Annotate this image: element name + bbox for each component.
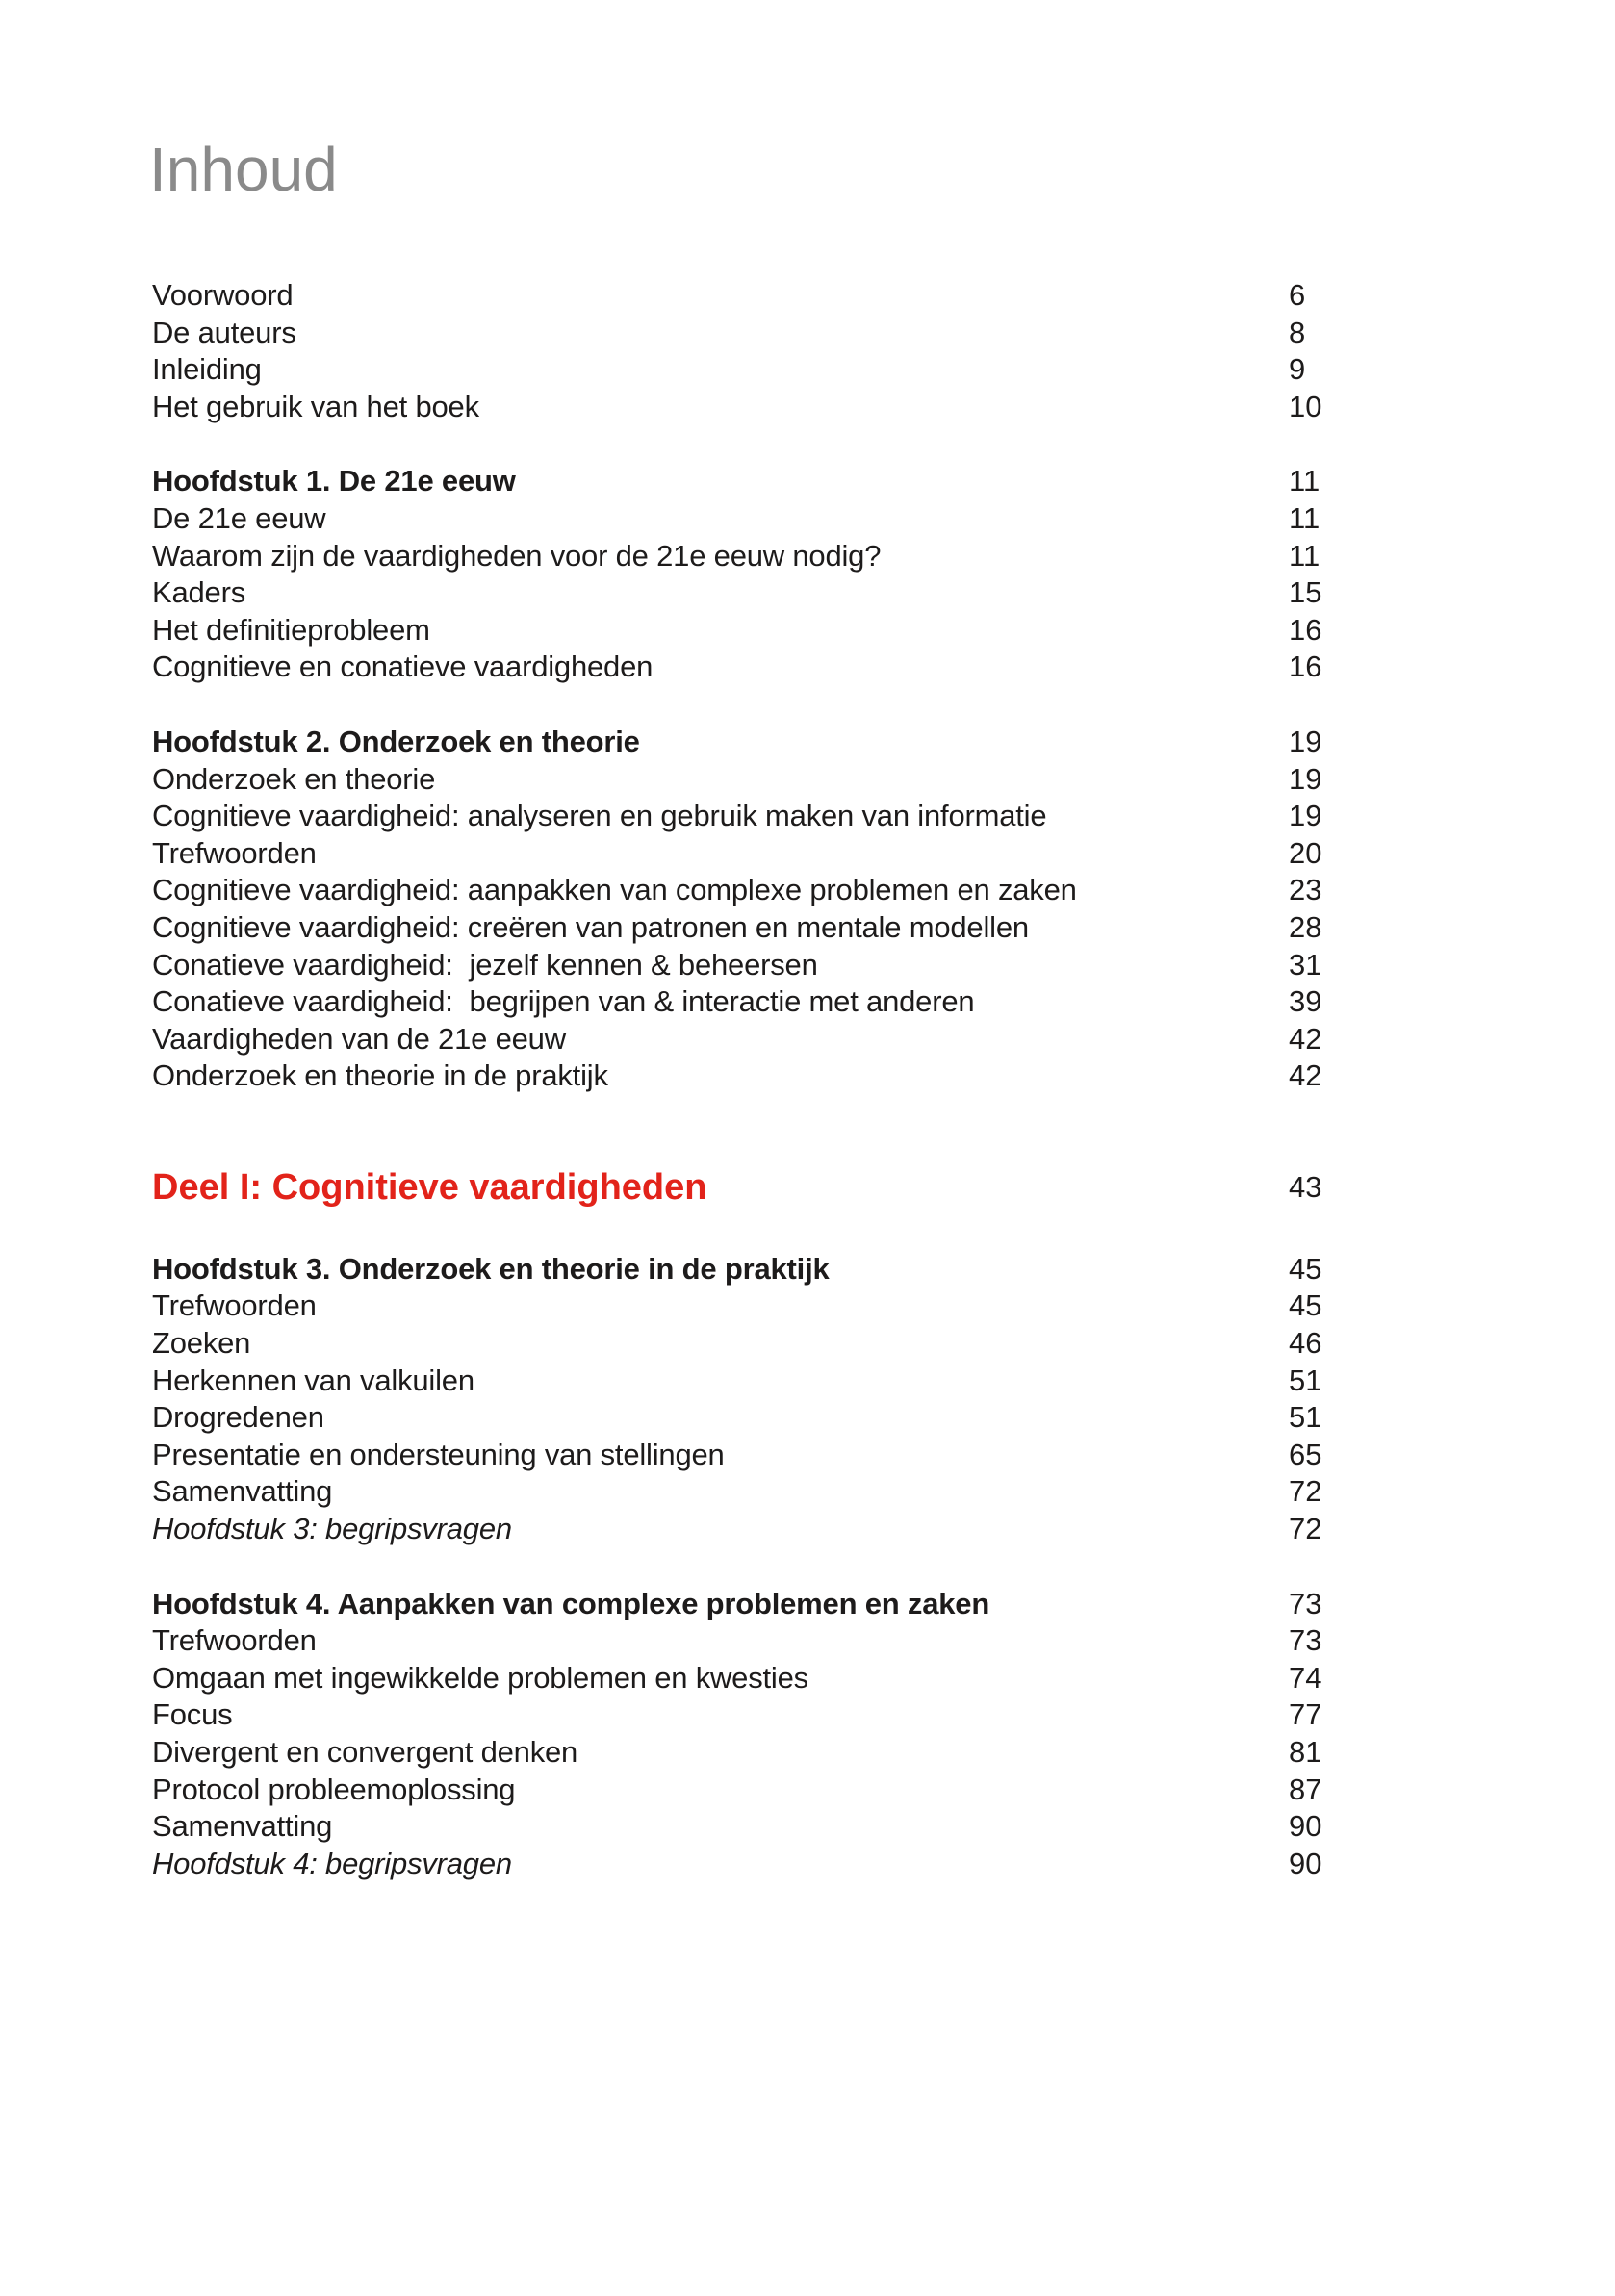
toc-entry-row xyxy=(152,1772,1394,1809)
toc-entry-label: Voorwoord xyxy=(152,278,294,312)
toc-entry-page-number: 46 xyxy=(1289,1326,1322,1361)
toc-entry-page-number: 11 xyxy=(1289,538,1320,573)
toc-entry-label: Herkennen van valkuilen xyxy=(152,1363,474,1397)
toc-entry-label: Cognitieve vaardigheid: aanpakken van complexe problemen en zaken xyxy=(152,873,1077,907)
toc-entry-page-number: 43 xyxy=(1289,1169,1322,1204)
toc-entry-page-number: 42 xyxy=(1289,1059,1322,1093)
toc-entry-label: Kaders xyxy=(152,575,246,610)
toc-entry-label: Samenvatting xyxy=(152,1474,333,1509)
toc xyxy=(152,277,1394,1882)
toc-entry-label: Onderzoek en theorie in de praktijk xyxy=(152,1059,608,1093)
toc-entry-label: De auteurs xyxy=(152,315,296,349)
toc-section-hoofdstuk-1 xyxy=(152,463,1394,686)
toc-entry-page-number: 72 xyxy=(1289,1512,1322,1546)
toc-entry-label: Deel I: Cognitieve vaardigheden xyxy=(152,1166,707,1208)
toc-entry-label: Trefwoorden xyxy=(152,1288,317,1323)
toc-entry-page-number: 6 xyxy=(1289,278,1306,312)
toc-entry-label: Hoofdstuk 2. Onderzoek en theorie xyxy=(152,724,640,758)
chapter-heading-row xyxy=(152,724,1394,761)
toc-entry-row xyxy=(152,1288,1394,1325)
toc-entry-label: Waarom zijn de vaardigheden voor de 21e eeuw nodig? xyxy=(152,538,882,573)
toc-entry-label: Trefwoorden xyxy=(152,1623,317,1658)
toc-entry-page-number: 11 xyxy=(1289,464,1320,498)
toc-entry-label: Hoofdstuk 4. Aanpakken van complexe problemen en zaken xyxy=(152,1586,990,1620)
toc-entry-row xyxy=(152,1808,1394,1846)
toc-entry-page-number: 87 xyxy=(1289,1772,1322,1806)
toc-entry-row xyxy=(152,1021,1394,1059)
toc-entry-label: Omgaan met ingewikkelde problemen en kwesties xyxy=(152,1660,808,1695)
toc-entry-page-number: 45 xyxy=(1289,1251,1322,1286)
toc-entry-label: De 21e eeuw xyxy=(152,500,326,535)
toc-entry-label: Hoofdstuk 4: begripsvragen xyxy=(152,1846,512,1880)
toc-entry-row xyxy=(152,835,1394,873)
toc-section-hoofdstuk-2 xyxy=(152,724,1394,1095)
toc-entry-label: Het definitieprobleem xyxy=(152,612,430,647)
toc-entry-page-number: 9 xyxy=(1289,352,1306,387)
toc-entry-row xyxy=(152,798,1394,835)
toc-entry-page-number: 65 xyxy=(1289,1437,1322,1471)
page-title: Inhoud xyxy=(149,135,338,204)
toc-entry-page-number: 51 xyxy=(1289,1363,1322,1397)
toc-entry-label: Onderzoek en theorie xyxy=(152,761,436,796)
toc-entry-row xyxy=(152,947,1394,984)
toc-entry-label: Hoofdstuk 3: begripsvragen xyxy=(152,1512,512,1546)
toc-entry-row xyxy=(152,1622,1394,1660)
chapter-heading-row xyxy=(152,463,1394,500)
toc-entry-page-number: 74 xyxy=(1289,1660,1322,1695)
toc-section-frontmatter xyxy=(152,277,1394,425)
toc-entry-label: Cognitieve vaardigheid: creëren van patronen en mentale modellen xyxy=(152,909,1029,944)
toc-entry-row xyxy=(152,983,1394,1021)
toc-entry-page-number: 90 xyxy=(1289,1846,1322,1880)
toc-entry-page-number: 90 xyxy=(1289,1809,1322,1844)
toc-entry-label: Protocol probleemoplossing xyxy=(152,1772,516,1806)
toc-entry-page-number: 42 xyxy=(1289,1021,1322,1056)
toc-entry-row xyxy=(152,1399,1394,1437)
toc-entry-row xyxy=(152,1846,1394,1883)
toc-entry-row xyxy=(152,351,1394,389)
toc-entry-row xyxy=(152,538,1394,575)
toc-entry-page-number: 73 xyxy=(1289,1623,1322,1658)
toc-entry-label: Cognitieve vaardigheid: analyseren en gebruik maken van informatie xyxy=(152,799,1047,833)
toc-entry-page-number: 72 xyxy=(1289,1474,1322,1509)
toc-entry-row xyxy=(152,277,1394,315)
toc-entry-row xyxy=(152,1734,1394,1772)
toc-entry-label: Hoofdstuk 3. Onderzoek en theorie in de praktijk xyxy=(152,1251,830,1286)
toc-entry-label: Presentatie en ondersteuning van stellingen xyxy=(152,1437,725,1471)
toc-entry-row xyxy=(152,1696,1394,1734)
toc-entry-page-number: 28 xyxy=(1289,909,1322,944)
toc-entry-page-number: 31 xyxy=(1289,947,1322,982)
chapter-heading-row xyxy=(152,1586,1394,1623)
toc-entry-row xyxy=(152,649,1394,686)
toc-entry-label: Focus xyxy=(152,1697,233,1732)
toc-entry-label: Vaardigheden van de 21e eeuw xyxy=(152,1021,566,1056)
toc-entry-row xyxy=(152,389,1394,426)
toc-entry-label: Hoofdstuk 1. De 21e eeuw xyxy=(152,464,516,498)
toc-entry-row xyxy=(152,1437,1394,1474)
toc-entry-page-number: 73 xyxy=(1289,1586,1322,1620)
toc-entry-row xyxy=(152,1363,1394,1400)
toc-entry-row xyxy=(152,612,1394,650)
toc-entry-page-number: 19 xyxy=(1289,724,1322,758)
toc-entry-page-number: 51 xyxy=(1289,1400,1322,1435)
toc-entry-page-number: 19 xyxy=(1289,761,1322,796)
toc-entry-label: Conatieve vaardigheid: begrijpen van & interactie met anderen xyxy=(152,984,975,1019)
toc-entry-page-number: 8 xyxy=(1289,315,1306,349)
toc-entry-label: Trefwoorden xyxy=(152,835,317,870)
toc-entry-page-number: 16 xyxy=(1289,612,1322,647)
toc-entry-page-number: 16 xyxy=(1289,650,1322,684)
toc-entry-row xyxy=(152,1473,1394,1511)
toc-entry-row xyxy=(152,909,1394,947)
toc-entry-page-number: 15 xyxy=(1289,575,1322,610)
toc-entry-page-number: 20 xyxy=(1289,835,1322,870)
toc-entry-label: Inleiding xyxy=(152,352,262,387)
chapter-heading-row xyxy=(152,1251,1394,1288)
toc-section-deel-1 xyxy=(152,1164,1394,1212)
toc-entry-page-number: 23 xyxy=(1289,873,1322,907)
toc-entry-label: Samenvatting xyxy=(152,1809,333,1844)
toc-entry-label: Conatieve vaardigheid: jezelf kennen & beheersen xyxy=(152,947,818,982)
toc-entry-page-number: 39 xyxy=(1289,984,1322,1019)
toc-section-hoofdstuk-4 xyxy=(152,1586,1394,1883)
toc-entry-row xyxy=(152,761,1394,799)
toc-entry-row xyxy=(152,500,1394,538)
toc-entry-row xyxy=(152,1660,1394,1697)
toc-entry-page-number: 77 xyxy=(1289,1697,1322,1732)
toc-entry-row xyxy=(152,1325,1394,1363)
toc-entry-label: Divergent en convergent denken xyxy=(152,1735,578,1769)
toc-entry-page-number: 19 xyxy=(1289,799,1322,833)
toc-entry-page-number: 11 xyxy=(1289,500,1320,535)
part-heading-row xyxy=(152,1164,1394,1212)
toc-section-hoofdstuk-3 xyxy=(152,1251,1394,1548)
toc-entry-row xyxy=(152,872,1394,909)
toc-entry-label: Drogredenen xyxy=(152,1400,324,1435)
toc-entry-label: Het gebruik van het boek xyxy=(152,389,479,423)
toc-entry-page-number: 45 xyxy=(1289,1288,1322,1323)
toc-entry-row xyxy=(152,574,1394,612)
toc-entry-row xyxy=(152,315,1394,352)
toc-entry-row xyxy=(152,1511,1394,1548)
toc-entry-page-number: 81 xyxy=(1289,1735,1322,1769)
toc-entry-label: Zoeken xyxy=(152,1326,251,1361)
toc-entry-label: Cognitieve en conatieve vaardigheden xyxy=(152,650,654,684)
toc-entry-page-number: 10 xyxy=(1289,389,1322,423)
toc-entry-row xyxy=(152,1058,1394,1095)
